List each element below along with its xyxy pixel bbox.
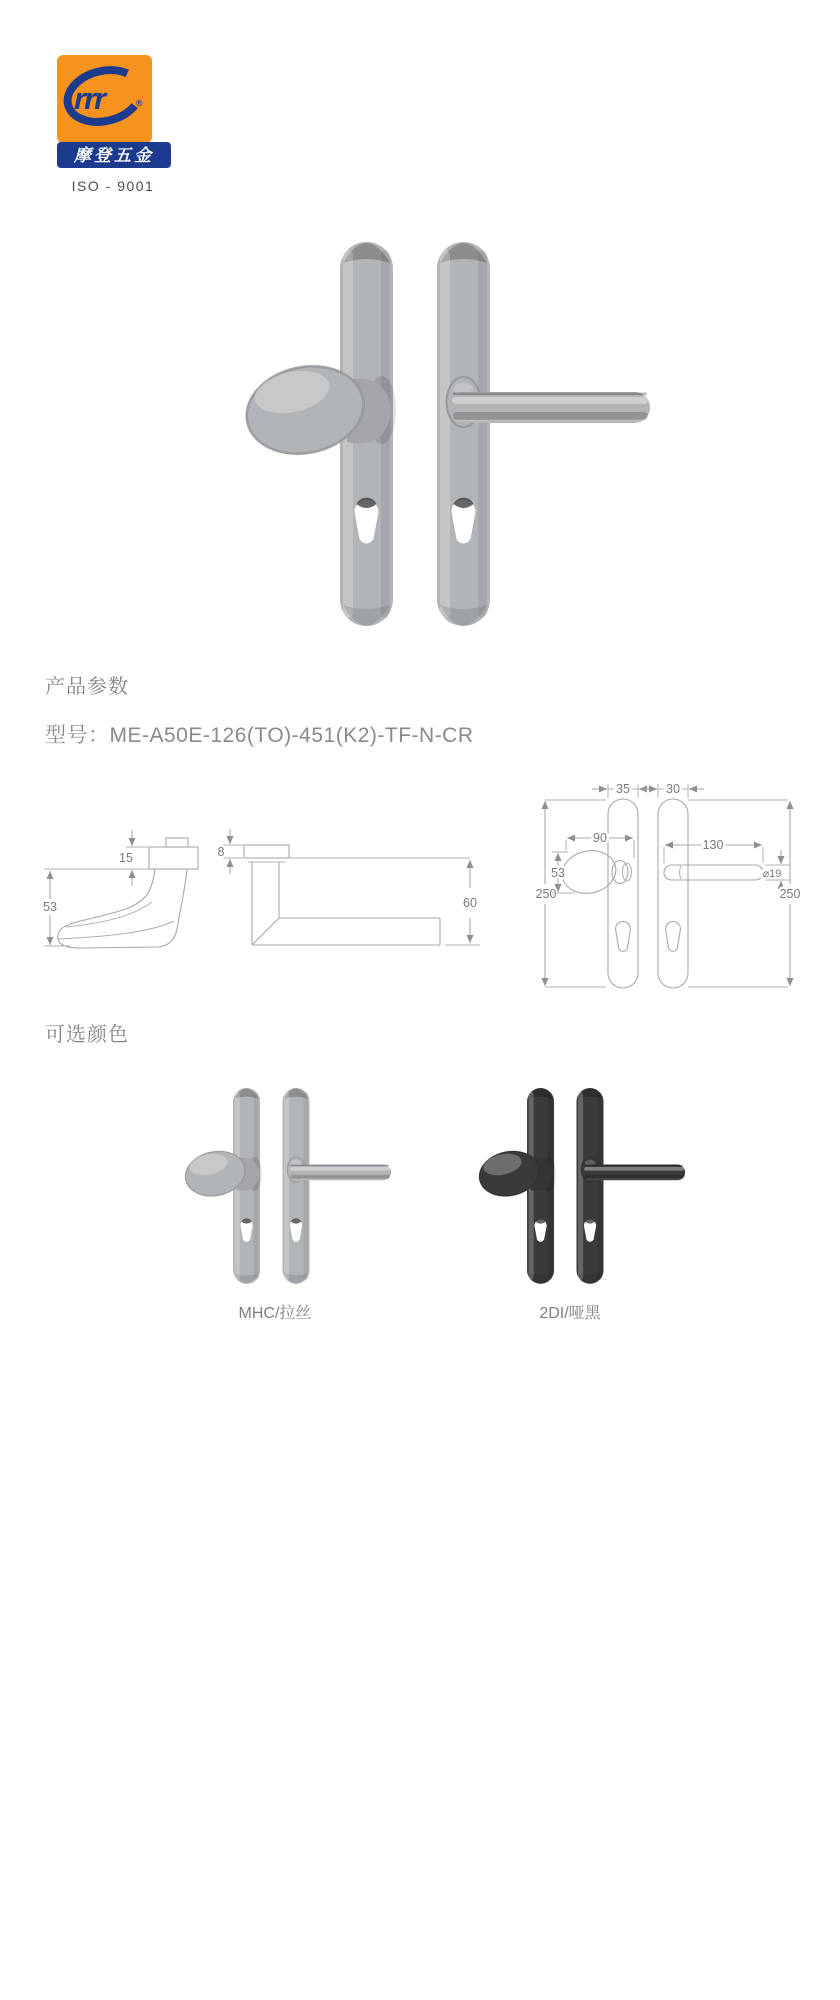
dim-lever-diameter: ⌀19: [762, 868, 782, 880]
params-heading: 产品参数: [45, 676, 129, 698]
model-number-line: 型号：ME-A50E-126(TO)-451(K2)-TF-N-CR: [45, 724, 474, 747]
variant-label-black: 2DI/哑黑: [539, 1305, 601, 1322]
variant-brushed-handleset: [181, 1088, 392, 1284]
dim-plate-lever-width: 30: [666, 782, 680, 796]
dim-lever-base-thickness: 8: [217, 845, 225, 859]
variant-image-brushed: [180, 1085, 420, 1295]
dim-lever-length: 130: [702, 838, 724, 852]
logo-banner-text: 摩登五金: [74, 146, 154, 165]
dim-pad-height: 53: [43, 900, 57, 914]
logo-mark-text: rrr: [74, 81, 105, 116]
dim-pad-front-height: 53: [551, 866, 565, 880]
colors-heading: 可选颜色: [45, 1024, 129, 1046]
variant-black-handleset: [475, 1088, 686, 1284]
product-photo-handleset: [240, 242, 650, 626]
dim-pad-length: 90: [593, 831, 607, 845]
dim-plate-pad-width: 35: [616, 782, 630, 796]
dim-plate-lever-length: 250: [779, 887, 801, 901]
logo-registered-mark: ®: [136, 98, 143, 108]
front-views: [536, 782, 801, 988]
variant-image-black: [474, 1085, 714, 1295]
dim-plate-pad-length: 250: [535, 887, 557, 901]
lever-side-view: [218, 829, 480, 945]
product-photo: [240, 240, 660, 630]
dim-lever-height: 60: [463, 896, 477, 910]
brand-logo: [40, 40, 190, 175]
technical-drawing: [30, 778, 810, 996]
variant-label-brushed: MHC/拉丝: [238, 1305, 312, 1322]
iso-certification-label: ISO - 9001: [71, 178, 155, 194]
dim-pad-base-height: 15: [119, 851, 133, 865]
pad-side-view: [43, 830, 198, 948]
